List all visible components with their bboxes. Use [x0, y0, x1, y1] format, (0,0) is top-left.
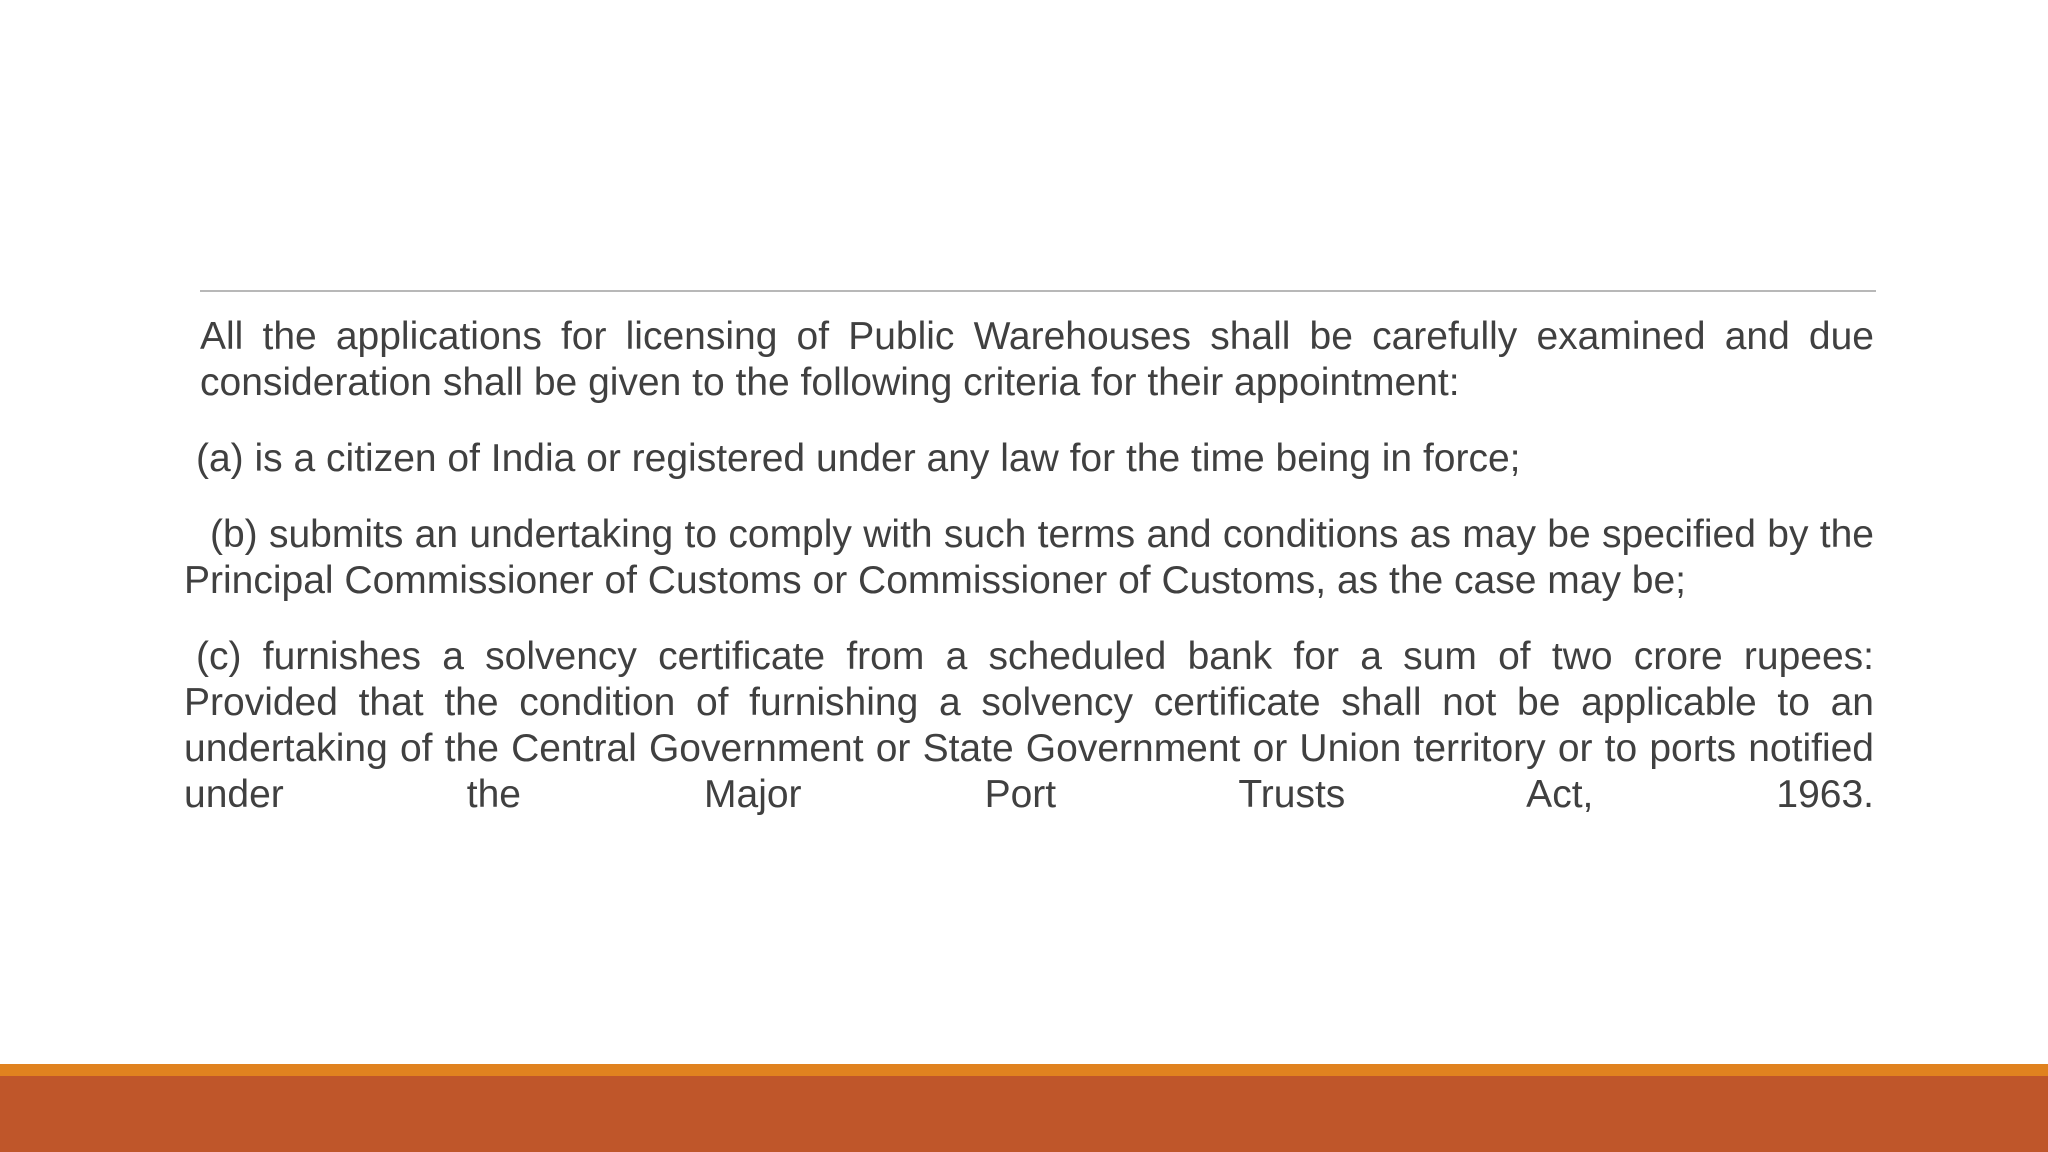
title-divider: [200, 290, 1876, 292]
criterion-a: (a) is a citizen of India or registered under any law for the time being in force;: [196, 437, 1521, 480]
slide-body: [184, 314, 1874, 818]
criterion-b: (b) submits an undertaking to comply with such terms and conditions as may be specified by the Principal Commissioner of Customs or Commissioner of Customs, as the case may be;: [184, 513, 1874, 602]
footer-band: [0, 1076, 2048, 1152]
footer-accent-stripe: [0, 1064, 2048, 1076]
intro-paragraph: All the applications for licensing of Public Warehouses shall be carefully examined and due consideration shall be given to the following criteria for their appointment:: [200, 315, 1874, 404]
criterion-c: (c) furnishes a solvency certificate from a scheduled bank for a sum of two crore rupees: Provided that the condition of furnishing a solvency certificate shall not be applicable to an undertaking of the Central Government or State Government or Union territory or to ports notified under the Major Port Trusts Act, 1963.: [184, 635, 1874, 816]
